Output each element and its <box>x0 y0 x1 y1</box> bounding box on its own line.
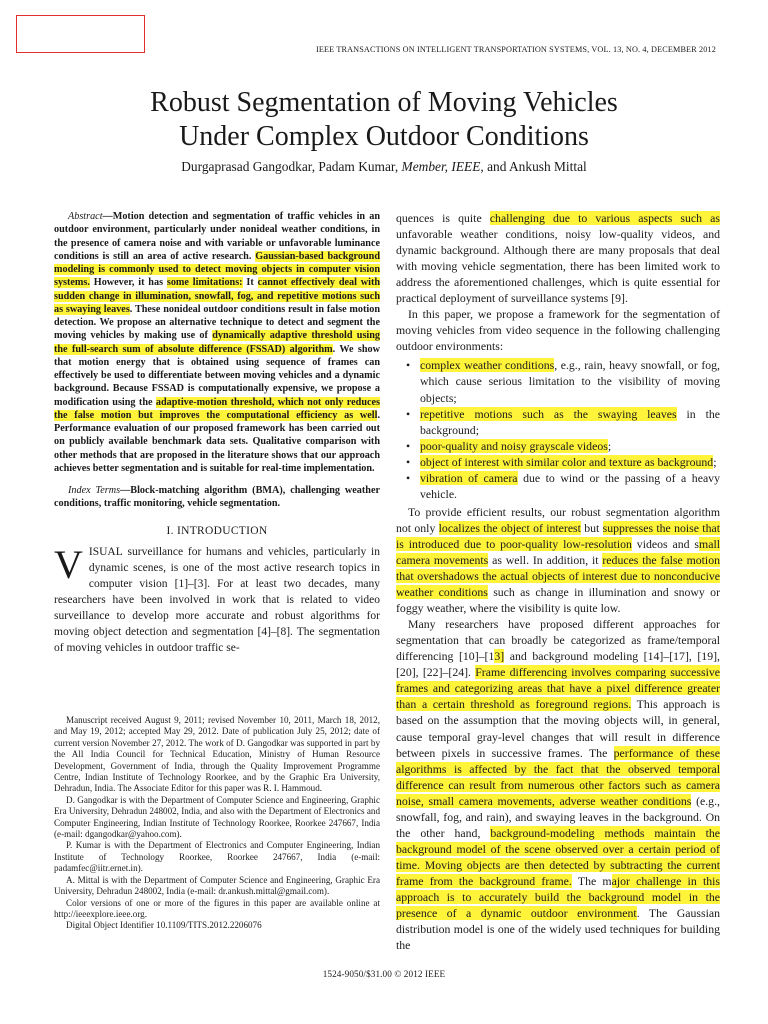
footnote-author-kumar: P. Kumar is with the Department of Electronics and Computer Engineering, Indian Institute of Technology Roorkee, Roorkee 247667, India (e-mail: padamfec@iitr.ernet.in). <box>54 840 380 874</box>
highlight: some limitations: <box>166 277 243 289</box>
list-item: • vibration of camera due to wind or the passing of a heavy vehicle. <box>420 470 720 502</box>
footnote-manuscript: Manuscript received August 9, 2011; revised November 10, 2011, March 18, 2012, and May 19, 2012; accepted May 29, 2012. Date of publication July 25, 2012; date of current version November 27, 2012. The work of D. Gangodkar was supported in part by the All India Council for Technical Education, Ministry of Human Resource Development, Government of India, through the Quality Improvement Programme Centre, Indian Institute of Technology Roorkee, and by the Graphic Era University, Dehradun, India. The Associate Editor for this paper was R. I. Hammoud. <box>54 715 380 794</box>
highlight: cannot effectively deal with sudden change in illumination, snowfall, fog, and repetitive motions such as swaying leaves <box>54 277 381 315</box>
footnote-doi: Digital Object Identifier 10.1109/TITS.2012.2206076 <box>66 920 262 931</box>
footnote-color-versions: Color versions of one or more of the figures in this paper are available online at http://ieeexplore.ieee.org. <box>54 897 380 919</box>
footnote-author-mittal: A. Mittal is with the Department of Computer Science and Engineering, Graphic Era University, Dehradun 248002, India (e-mail: dr.ankush.mittal@gmail.com). <box>54 874 380 897</box>
highlight: mall camera movements <box>396 536 720 567</box>
author-list: Durgaprasad Gangodkar, Padam Kumar, Member, IEEE, and Ankush Mittal <box>181 159 587 174</box>
highlight: poor-quality and noisy grayscale videos <box>420 438 608 453</box>
footnote-author-gangodkar: D. Gangodkar is with the Department of Computer Science and Engineering, Graphic Era University, Dehradun 248002, India, and also with the Department of Electronics and Computer Engineering, Indian Institute of Technology Roorkee, Roorkee 247667, India (e-mail: dgangodkar@yahoo.com). <box>54 794 380 840</box>
list-item: • complex weather conditions, e.g., rain, heavy snowfall, or fog, which cause serious limitation to the visibility of moving objects; <box>420 357 720 405</box>
paper-title <box>40 86 728 154</box>
highlight: complex weather conditions <box>420 358 555 373</box>
paragraph: In this paper, we propose a framework for the segmentation of moving vehicles from video sequence in the following challenging outdoor environments: <box>396 307 720 354</box>
title-line-2: Under Complex Outdoor Conditions <box>179 121 589 152</box>
abstract-label: Abstract <box>68 211 103 222</box>
highlight: object of interest with similar color and texture as background <box>420 454 714 469</box>
right-column <box>396 210 720 953</box>
annotation-box <box>16 15 145 53</box>
copyright-footer: 1524-9050/$31.00 © 2012 IEEE <box>322 969 446 979</box>
paragraph: Many researchers have proposed different approaches for segmentation that can broadly be categorized as frame/temporal differencing [10]–[13] and background modeling [14]–[17], [19], [20], [22]–[24]. Frame differencing involves comparing successive frames and categorizing areas that have a pixel difference greater than a certain threshold as foreground regions. This approach is based on the assumption that the moving objects will, in general, cause temporal gray-level changes that will result in difference between pixels in successive frames. The performance of these algorithms is affected by the fact that the observed temporal difference can result from numerous other factors such as camera noise, small camera movements, adverse weather conditions (e.g., snowfall, fog, and rain), and swaying leaves in the background. On the other hand, background-modeling methods maintain the background model of the scene observed over a certain period of time. Moving objects are then detected by subtracting the current frame from the background frame. The major challenge in this approach is to accurately build the background model in the presence of a dynamic outdoor environment. The Gaussian distribution model is one of the widely used techniques for building the <box>396 617 720 953</box>
list-item: • object of interest with similar color and texture as background; <box>420 454 720 470</box>
challenge-list <box>396 357 720 501</box>
list-item: • poor-quality and noisy grayscale videos; <box>420 438 720 454</box>
highlight: dynamically adaptive threshold using the full-search sum of absolute difference (FSSAD) algorithm <box>54 330 380 355</box>
author-membership: Member, IEEE <box>401 159 481 174</box>
highlight: Gaussian-based background modeling is commonly used to detect moving objects in computer vision systems. <box>54 250 380 289</box>
left-column <box>54 210 380 657</box>
highlight: challenging due to various aspects such as <box>489 211 720 225</box>
section-heading-introduction: I. INTRODUCTION <box>166 524 268 537</box>
highlight: 3] <box>494 649 505 664</box>
title-line-1: Robust Segmentation of Moving Vehicles <box>150 87 618 118</box>
index-terms: Index Terms—Block-matching algorithm (BMA), challenging weather conditions, traffic monitoring, vehicle segmentation. <box>54 485 381 510</box>
journal-header: IEEE TRANSACTIONS ON INTELLIGENT TRANSPORTATION SYSTEMS, VOL. 13, NO. 4, DECEMBER 2012 <box>315 45 716 54</box>
highlight: vibration of camera <box>420 470 518 485</box>
introduction-paragraph: VISUAL surveillance for humans and vehicles, particularly in dynamic scenes, is one of the most active research topics in computer vision [1]–[3]. For at least two decades, many researchers have been involved in work that is related to video surveillance to develop more accurate and robust algorithms for moving object detection and segmentation [4]–[8]. The segmentation of moving vehicles in outdoor traffic se- <box>54 542 380 654</box>
highlight: reduces the false motion that overshadows the actual objects of interest due to nonconducive weather conditions <box>396 552 721 600</box>
abstract: Abstract—Motion detection and segmentation of traffic vehicles in an outdoor environment, particularly under nonideal weather conditions, in the presence of camera noise and with variable or unfavorable luminance conditions is still an area of active research. Gaussian-based background modeling is commonly used to detect moving objects in computer vision systems. However, it has some limitations: It cannot effectively deal with sudden change in illumination, snowfall, fog, and repetitive motions such as swaying leaves. These nonideal outdoor conditions result in false motion detection. We propose an alternative technique to detect and segment the moving vehicles by making use of dynamically adaptive threshold using the full-search sum of absolute difference (FSSAD) algorithm. We show that motion energy that is obtained using sequence of frames can effectively be used to differentiate between moving vehicles and a dynamic background. Because FSSAD is computationally expensive, we propose a modification using the adaptive-motion threshold, which not only reduces the false motion but improves the computational efficiency as well. Performance evaluation of our proposed framework has been carried out on publicly available benchmark data sets. Qualitative comparison with other methods that are proposed in the literature shows that our approach achieves better segmentation and is suitable for real-time implementation. <box>54 211 381 474</box>
drop-cap: V <box>54 542 83 588</box>
highlight: performance of these algorithms is affected by the fact that the observed temporal difference can result from numerous other factors such as camera noise, small camera movements, adverse weather conditions <box>396 745 720 808</box>
list-item: • repetitive motions such as the swaying leaves in the background; <box>420 406 720 438</box>
highlight: suppresses the noise that is introduced due to poor-quality low-resolution <box>396 520 720 551</box>
highlight: repetitive motions such as the swaying leaves <box>420 406 677 421</box>
paragraph: quences is quite challenging due to various aspects such as unfavorable weather conditions, noisy low-quality videos, and dynamic background. Although there are many proposals that deal with moving vehicle segmentation, there has been limited work to address the aforementioned challenges, which is quite essential for practical deployment of surveillance systems [9]. <box>396 211 720 306</box>
highlight: adaptive-motion threshold, which not only reduces the false motion but improves the computational efficiency as well <box>54 396 380 421</box>
index-terms-label: Index Terms <box>68 485 121 496</box>
highlight: background-modeling methods maintain the background model of the scene observed over a certain period of time. Moving objects are then detected by subtracting the current frame from the background frame. <box>396 825 720 888</box>
highlight: ajor challenge in this approach is to accurately build the background model in the presence of a dynamic outdoor environment <box>396 873 720 921</box>
highlight: Frame differencing involves comparing successive frames and categorizing areas that have a pixel difference greater than a certain threshold as foreground regions. <box>396 665 720 712</box>
paragraph: To provide efficient results, our robust segmentation algorithm not only localizes the object of interest but suppresses the noise that is introduced due to poor-quality low-resolution videos and small camera movements as well. In addition, it reduces the false motion that overshadows the actual objects of interest due to nonconducive weather conditions such as change in illumination and snowy or foggy weather, where the visibility is quite low. <box>396 504 721 616</box>
footnotes <box>54 715 380 932</box>
highlight: localizes the object of interest <box>438 520 581 535</box>
